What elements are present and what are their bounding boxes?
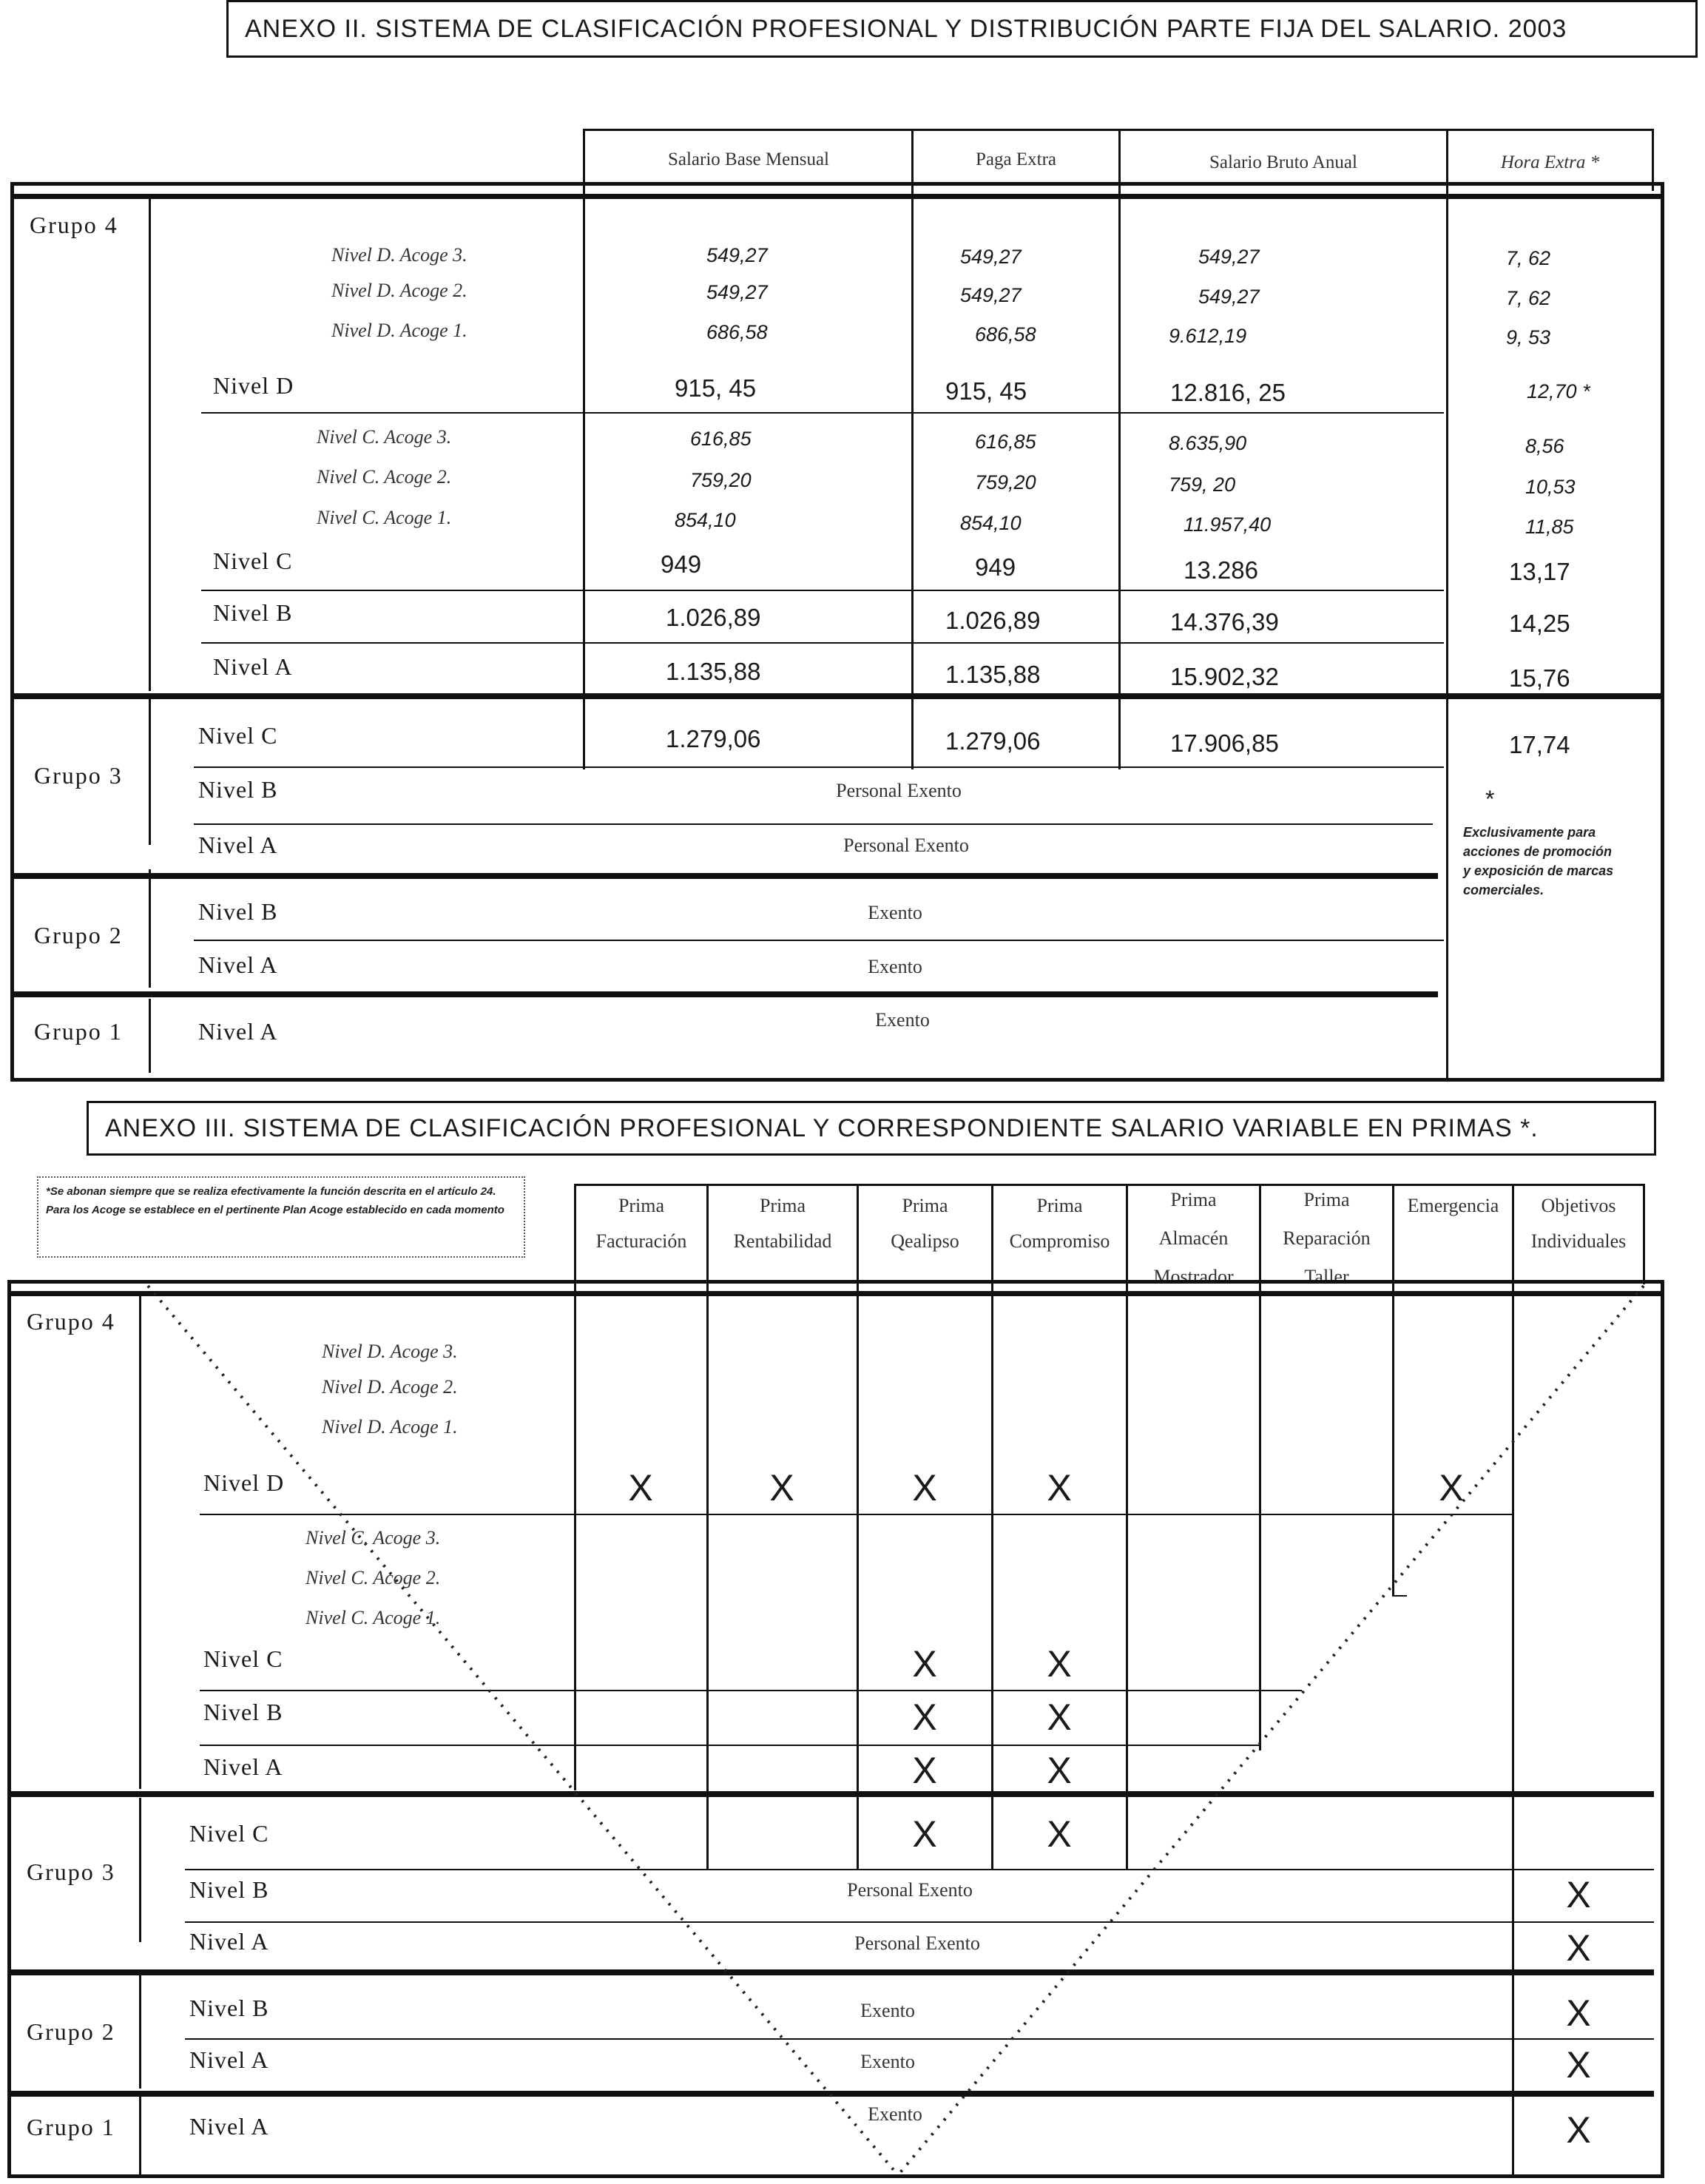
- mark-x: X: [1047, 1813, 1072, 1855]
- cell-value: 854,10: [960, 512, 1022, 534]
- cell-value: 616,85: [690, 428, 752, 450]
- row-label-g3-nivel-c: Nivel C: [189, 1820, 269, 1847]
- mark-x: X: [1047, 1696, 1072, 1738]
- cell-value: 759,20: [975, 471, 1036, 493]
- cell-value: 1.135,88: [666, 658, 761, 685]
- cell-value: 1.026,89: [945, 607, 1041, 634]
- mark-x: X: [1566, 2044, 1591, 2086]
- header-hora-extra: Hora Extra *: [1500, 152, 1600, 172]
- anexo2-grupo3-label: Grupo 3: [34, 762, 123, 789]
- footnote-star: *: [1485, 786, 1495, 812]
- cell-value: 549,27: [960, 284, 1022, 306]
- cell-value: 854,10: [675, 509, 736, 531]
- cell-value: 549,27: [960, 246, 1022, 268]
- row-label-g1-nivel-a: Nivel A: [198, 1018, 278, 1045]
- personal-exento-text: Personal Exento: [836, 780, 962, 801]
- cell-value: 949: [975, 553, 1016, 581]
- row-label-nivel-c-acoge1: Nivel C. Acoge 1.: [317, 507, 452, 528]
- header-line: Mostrador: [1153, 1266, 1234, 1287]
- row-label-nivel-d-acoge1: Nivel D. Acoge 1.: [322, 1416, 458, 1438]
- cell-value: 616,85: [975, 431, 1036, 453]
- header-line: Prima: [618, 1195, 665, 1216]
- cell-value: 13,17: [1509, 558, 1570, 585]
- cell-value: 949: [661, 550, 702, 578]
- cell-value: 915, 45: [675, 374, 757, 402]
- cell-value: 1.279,06: [945, 727, 1041, 755]
- cell-value: 11.957,40: [1184, 513, 1272, 536]
- cell-value: 10,53: [1525, 476, 1576, 498]
- header-line: Individuales: [1530, 1230, 1627, 1252]
- header-line: Prima: [759, 1195, 806, 1216]
- row-label-nivel-d-acoge2: Nivel D. Acoge 2.: [322, 1376, 458, 1398]
- header-salario-bruto: Salario Bruto Anual: [1209, 152, 1357, 172]
- dotted-v-right: [898, 1286, 1644, 2175]
- cell-value: 15,76: [1509, 664, 1570, 692]
- cell-value: 759, 20: [1169, 473, 1236, 496]
- cell-value: 686,58: [975, 323, 1036, 346]
- personal-exento-text: Personal Exento: [847, 1879, 973, 1901]
- header-line: Qealipso: [891, 1230, 959, 1252]
- row-label-nivel-d-acoge3: Nivel D. Acoge 3.: [322, 1341, 458, 1362]
- dotted-v-left: [148, 1286, 898, 2175]
- header-line: Objetivos: [1541, 1195, 1616, 1216]
- row-label-nivel-c: Nivel C: [213, 547, 293, 574]
- mark-x: X: [1047, 1467, 1072, 1509]
- row-label-g2-nivel-a: Nivel A: [198, 951, 278, 978]
- mark-x: X: [769, 1467, 794, 1509]
- cell-value: 12.816, 25: [1170, 379, 1286, 406]
- header-line: Facturación: [595, 1230, 687, 1252]
- row-label-nivel-a: Nivel A: [203, 1753, 283, 1780]
- row-label-g3-nivel-b: Nivel B: [198, 776, 278, 803]
- cell-value: 549,27: [706, 281, 768, 303]
- exento-text: Exento: [860, 2051, 915, 2072]
- cell-value: 549,27: [1198, 246, 1260, 268]
- row-label-g1-nivel-a: Nivel A: [189, 2113, 269, 2140]
- row-label-nivel-c-acoge2: Nivel C. Acoge 2.: [305, 1567, 441, 1588]
- mark-x: X: [912, 1696, 937, 1738]
- header-line: Prima: [1303, 1189, 1350, 1210]
- cell-value: 915, 45: [945, 377, 1027, 405]
- anexo3-title: ANEXO III. SISTEMA DE CLASIFICACIÓN PROFESIONAL Y CORRESPONDIENTE SALARIO VARIABLE EN PRIMAS *.: [87, 1101, 1656, 1156]
- header-line: Taller: [1304, 1266, 1349, 1287]
- footnote-text: Exclusivamente para acciones de promoción y exposición de marcas comerciales.: [1463, 825, 1614, 897]
- cell-value: 759,20: [690, 469, 752, 491]
- row-label-nivel-b: Nivel B: [203, 1699, 283, 1725]
- mark-x: X: [1439, 1467, 1464, 1509]
- exento-text: Exento: [868, 902, 922, 923]
- header-line: Almacén: [1158, 1227, 1229, 1249]
- row-label-nivel-c-acoge3: Nivel C. Acoge 3.: [317, 426, 452, 448]
- header-line: Rentabilidad: [733, 1230, 832, 1252]
- cell-value: 9, 53: [1506, 326, 1551, 348]
- header-line: Emergencia: [1407, 1195, 1499, 1216]
- cell-value: 9.612,19: [1169, 325, 1247, 347]
- cell-value: 14.376,39: [1170, 608, 1279, 636]
- header-line: Reparación: [1283, 1227, 1371, 1249]
- row-label-nivel-c-acoge3: Nivel C. Acoge 3.: [305, 1527, 441, 1548]
- cell-value: 1.026,89: [666, 604, 761, 631]
- cell-value: 1.135,88: [945, 661, 1041, 688]
- header-line: Compromiso: [1009, 1230, 1110, 1252]
- exento-text: Exento: [875, 1009, 930, 1031]
- header-line: Prima: [902, 1195, 948, 1216]
- row-label-nivel-d-acoge1: Nivel D. Acoge 1.: [331, 320, 467, 341]
- mark-x: X: [1566, 1927, 1591, 1969]
- row-label-g3-nivel-a: Nivel A: [189, 1928, 269, 1955]
- mark-x: X: [912, 1467, 937, 1509]
- header-paga-extra: Paga Extra: [976, 149, 1056, 169]
- cell-value: 549,27: [706, 244, 768, 266]
- personal-exento-text: Personal Exento: [854, 1932, 980, 1954]
- mark-x: X: [912, 1750, 937, 1791]
- mark-x: X: [1566, 1992, 1591, 2034]
- row-label-g3-nivel-b: Nivel B: [189, 1876, 269, 1903]
- cell-value: 7, 62: [1506, 247, 1551, 269]
- mark-x: X: [1566, 1874, 1591, 1915]
- mark-x: X: [1047, 1643, 1072, 1685]
- row-label-nivel-c-acoge2: Nivel C. Acoge 2.: [317, 466, 452, 488]
- row-label-nivel-c-acoge1: Nivel C. Acoge 1.: [305, 1607, 441, 1628]
- row-label-nivel-b: Nivel B: [213, 599, 293, 626]
- row-label-nivel-d: Nivel D: [203, 1469, 285, 1496]
- anexo3-note: *Se abonan siempre que se realiza efectivamente la función descrita en el artículo 24. Para los Acoge se establece en el pertinente Plan Acoge establecido en cada momento: [37, 1176, 525, 1258]
- mark-x: X: [1566, 2109, 1591, 2151]
- row-label-nivel-d-acoge3: Nivel D. Acoge 3.: [331, 244, 467, 266]
- cell-value: 14,25: [1509, 610, 1570, 637]
- mark-x: X: [912, 1813, 937, 1855]
- row-label-g3-nivel-a: Nivel A: [198, 832, 278, 858]
- cell-value: 11,85: [1525, 516, 1574, 538]
- row-label-nivel-a: Nivel A: [213, 653, 293, 680]
- personal-exento-text: Personal Exento: [843, 835, 969, 856]
- cell-value: 686,58: [706, 321, 768, 343]
- cell-value: 17.906,85: [1170, 729, 1279, 757]
- cell-value: 12,70 *: [1527, 380, 1590, 402]
- cell-value: 1.279,06: [666, 725, 761, 752]
- anexo2-title: ANEXO II. SISTEMA DE CLASIFICACIÓN PROFESIONAL Y DISTRIBUCIÓN PARTE FIJA DEL SALARIO. 2003: [226, 0, 1698, 58]
- row-label-nivel-d-acoge2: Nivel D. Acoge 2.: [331, 280, 467, 301]
- cell-value: 17,74: [1509, 731, 1570, 758]
- mark-x: X: [912, 1643, 937, 1685]
- exento-text: Exento: [868, 956, 922, 977]
- anexo3-grupo4-label: Grupo 4: [27, 1308, 115, 1335]
- mark-x: X: [628, 1467, 653, 1509]
- cell-value: 15.902,32: [1170, 663, 1279, 690]
- row-label-nivel-c: Nivel C: [203, 1645, 283, 1672]
- row-label-g3-nivel-c: Nivel C: [198, 722, 278, 749]
- row-label-g2-nivel-b: Nivel B: [198, 898, 278, 925]
- cell-value: 8.635,90: [1169, 432, 1247, 454]
- header-line: Prima: [1170, 1189, 1217, 1210]
- cell-value: 8,56: [1525, 435, 1564, 457]
- cell-value: 549,27: [1198, 286, 1260, 308]
- mark-x: X: [1047, 1750, 1072, 1791]
- header-salario-base: Salario Base Mensual: [667, 149, 829, 169]
- cell-value: 7, 62: [1506, 287, 1551, 309]
- anexo2-grupo2-label: Grupo 2: [34, 922, 123, 948]
- exento-text: Exento: [860, 2000, 915, 2021]
- row-label-g2-nivel-a: Nivel A: [189, 2046, 269, 2073]
- row-label-g2-nivel-b: Nivel B: [189, 1995, 269, 2021]
- anexo3-grupo2-label: Grupo 2: [27, 2018, 115, 2045]
- anexo2-grupo4-label: Grupo 4: [30, 212, 118, 238]
- exento-text: Exento: [868, 2103, 922, 2125]
- cell-value: 13.286: [1184, 556, 1258, 584]
- anexo3-grupo1-label: Grupo 1: [27, 2114, 115, 2140]
- header-line: Prima: [1036, 1195, 1083, 1216]
- row-label-nivel-d: Nivel D: [213, 372, 294, 399]
- anexo3-grupo3-label: Grupo 3: [27, 1858, 115, 1885]
- anexo2-grupo1-label: Grupo 1: [34, 1018, 123, 1045]
